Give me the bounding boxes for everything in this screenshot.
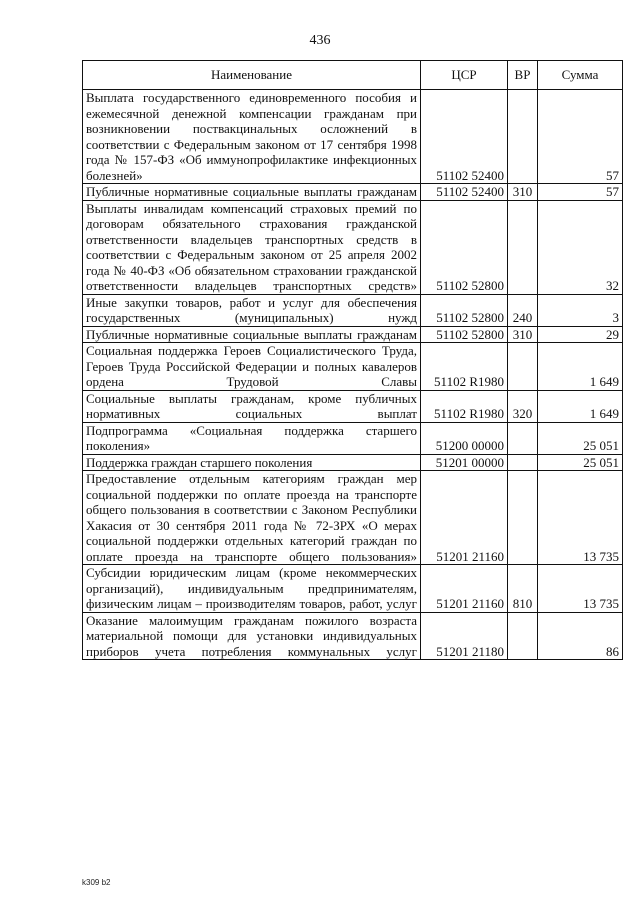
row-vr: [508, 454, 538, 471]
row-vr: 320: [508, 390, 538, 422]
table-row: [83, 612, 623, 660]
header-vr: ВР: [508, 61, 538, 90]
table-row: [83, 294, 623, 326]
row-vr: 810: [508, 565, 538, 613]
row-sum: 25 051: [538, 422, 623, 454]
row-name: Предоставление отдельным категориям граждан мер социальной поддержки по оплате проезда на транспорте общего пользования в соответствии с Законом Республики Хакасия от 30 сентября 2011 года № 72-ЗРХ «О мерах социальной поддержки отдельных категорий граждан по оплате проезда на транспорте общего пользования»: [83, 471, 421, 565]
row-name: Подпрограмма «Социальная поддержка старшего поколения»: [83, 422, 421, 454]
row-name: Публичные нормативные социальные выплаты гражданам: [83, 326, 421, 343]
table-row: [83, 471, 623, 565]
row-csr: 51102 R1980: [421, 390, 508, 422]
row-vr: [508, 612, 538, 660]
footer-code: k309 b2: [82, 878, 111, 887]
row-csr: 51201 21160: [421, 565, 508, 613]
page-number: 436: [309, 33, 331, 48]
row-name: Поддержка граждан старшего поколения: [83, 454, 421, 471]
row-name: Иные закупки товаров, работ и услуг для обеспечения государственных (муниципальных) нужд: [83, 294, 421, 326]
row-name: Публичные нормативные социальные выплаты гражданам: [83, 184, 421, 201]
row-name: Выплата государственного единовременного пособия и ежемесячной денежной компенсации гражданам при возникновении поствакцинальных осложнений в соответствии с Федеральным законом от 17 сентября 1998 года № 157-ФЗ «Об иммунопрофилактике инфекционных болезней»: [83, 90, 421, 184]
row-sum: 13 735: [538, 471, 623, 565]
table-row: [83, 422, 623, 454]
row-sum: 32: [538, 200, 623, 294]
row-sum: 57: [538, 90, 623, 184]
row-sum: 1 649: [538, 343, 623, 391]
row-csr: 51102 52800: [421, 200, 508, 294]
row-csr: 51201 21160: [421, 471, 508, 565]
row-sum: 1 649: [538, 390, 623, 422]
table-header-row: [83, 61, 623, 90]
table-row: [83, 390, 623, 422]
table-row: [83, 565, 623, 613]
row-vr: [508, 200, 538, 294]
table-row: [83, 454, 623, 471]
row-vr: [508, 471, 538, 565]
row-csr: 51102 52400: [421, 90, 508, 184]
row-sum: 29: [538, 326, 623, 343]
row-sum: 86: [538, 612, 623, 660]
header-csr: ЦСР: [421, 61, 508, 90]
row-sum: 13 735: [538, 565, 623, 613]
header-name: Наименование: [83, 61, 421, 90]
row-name: Субсидии юридическим лицам (кроме некоммерческих организаций), индивидуальным предпринимателям, физическим лицам – производителям товаров, работ, услуг: [83, 565, 421, 613]
table-row: [83, 343, 623, 391]
row-vr: [508, 343, 538, 391]
row-csr: 51102 R1980: [421, 343, 508, 391]
row-csr: 51102 52800: [421, 294, 508, 326]
row-name: Оказание малоимущим гражданам пожилого возраста материальной помощи для установки индивидуальных приборов учета потребления коммунальных услуг: [83, 612, 421, 660]
table-row: [83, 90, 623, 184]
row-csr: 51201 00000: [421, 454, 508, 471]
row-csr: 51201 21180: [421, 612, 508, 660]
row-vr: 310: [508, 326, 538, 343]
table-row: [83, 200, 623, 294]
table-row: [83, 326, 623, 343]
row-sum: 57: [538, 184, 623, 201]
header-sum: Сумма: [538, 61, 623, 90]
row-sum: 25 051: [538, 454, 623, 471]
row-vr: 310: [508, 184, 538, 201]
table-row: [83, 184, 623, 201]
row-name: Выплаты инвалидам компенсаций страховых премий по договорам обязательного страхования гражданской ответственности владельцев транспортных средств в соответствии с Федеральным законом от 25 апреля 2002 года № 40-ФЗ «Об обязательном страховании гражданской ответственности владельцев транспортных средств»: [83, 200, 421, 294]
row-vr: [508, 422, 538, 454]
row-vr: 240: [508, 294, 538, 326]
row-name: Социальные выплаты гражданам, кроме публичных нормативных социальных выплат: [83, 390, 421, 422]
budget-table: [82, 60, 623, 660]
row-csr: 51102 52400: [421, 184, 508, 201]
row-name: Социальная поддержка Героев Социалистического Труда, Героев Труда Российской Федерации и полных кавалеров ордена Трудовой Славы: [83, 343, 421, 391]
row-sum: 3: [538, 294, 623, 326]
row-csr: 51102 52800: [421, 326, 508, 343]
row-vr: [508, 90, 538, 184]
row-csr: 51200 00000: [421, 422, 508, 454]
